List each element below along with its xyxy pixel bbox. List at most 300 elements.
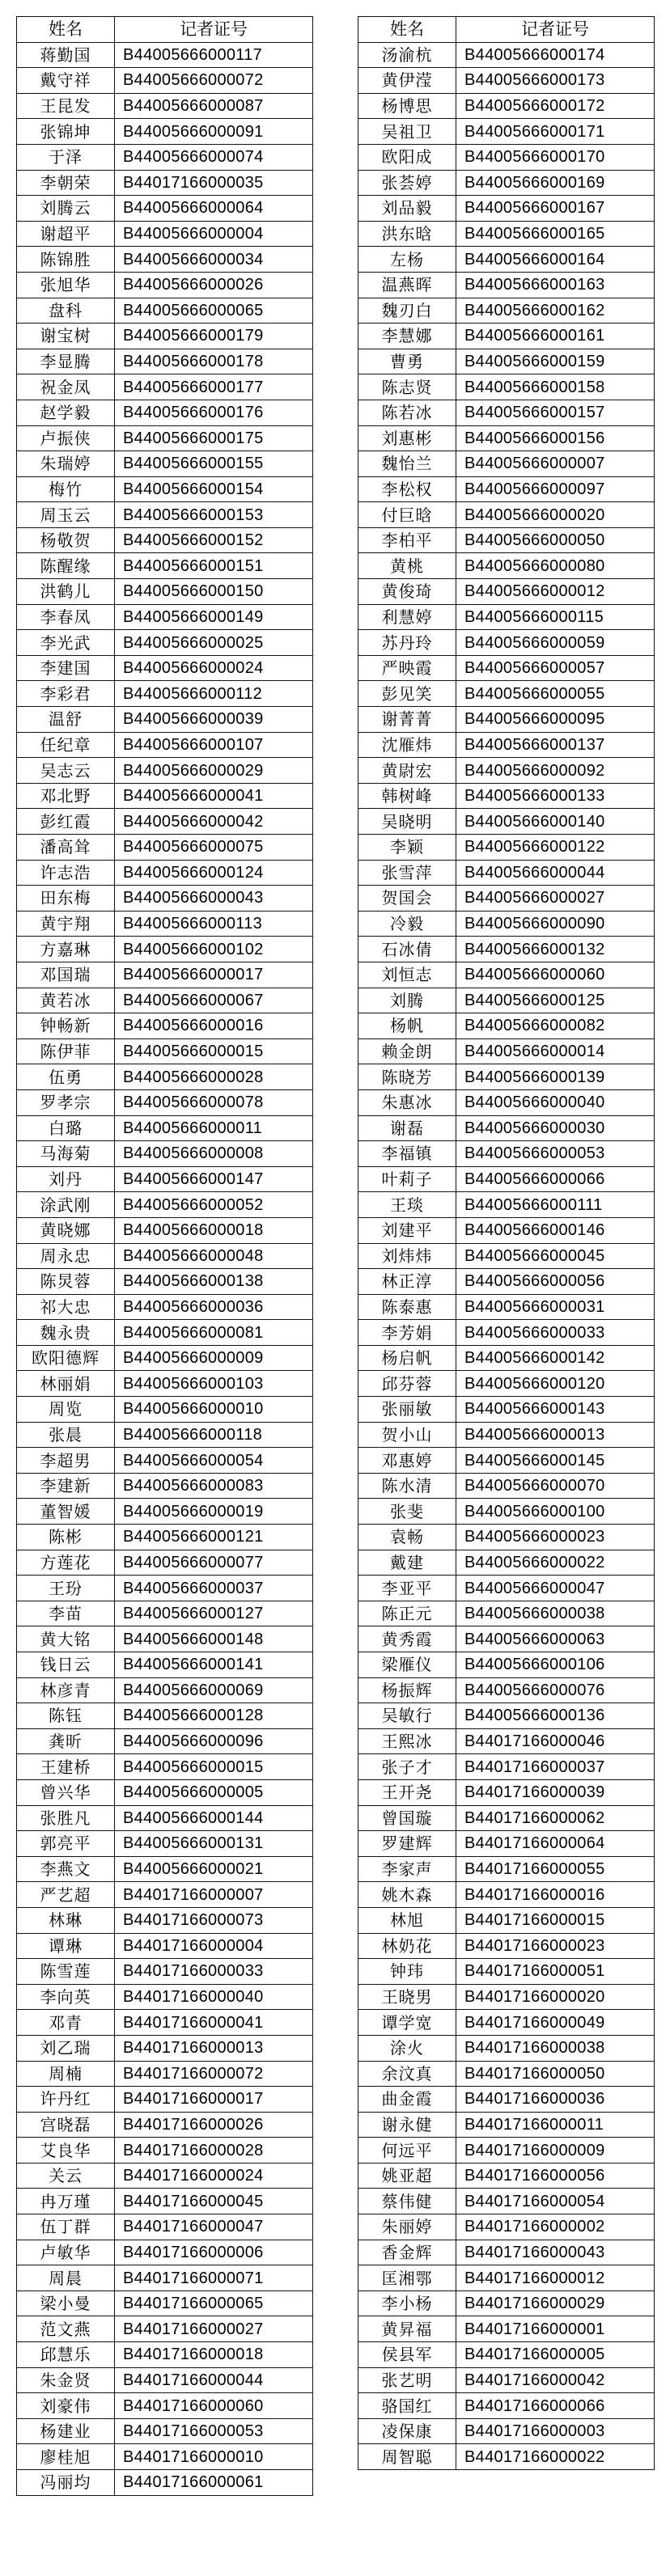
journalist-name: 张子才 (358, 1754, 456, 1780)
table-row (358, 962, 655, 988)
table-row (17, 196, 313, 222)
press-card-number: B44005666000065 (115, 298, 313, 324)
table-row (358, 1677, 655, 1703)
press-card-number: B44017166000065 (115, 2290, 313, 2316)
press-card-number: B44005666000018 (115, 1217, 313, 1243)
journalist-name: 罗建辉 (358, 1831, 456, 1857)
table-row (358, 1473, 655, 1499)
journalist-name: 魏刃白 (358, 298, 456, 324)
journalist-name: 邓惠婷 (358, 1448, 456, 1474)
table-row (17, 170, 313, 196)
press-card-number: B44005666000077 (115, 1550, 313, 1576)
table-row (17, 1907, 313, 1933)
journalist-name: 李建新 (17, 1473, 115, 1499)
press-card-number: B44005666000154 (115, 476, 313, 502)
journalist-name: 刘建平 (358, 1217, 456, 1243)
table-row (17, 1728, 313, 1754)
table-row (358, 502, 655, 528)
press-card-number: B44017166000047 (115, 2214, 313, 2240)
table-header-row (358, 17, 655, 43)
journalist-name: 祁大忠 (17, 1294, 115, 1320)
press-card-number: B44005666000037 (115, 1576, 313, 1601)
journalist-name: 李建国 (17, 655, 115, 681)
press-card-number: B44017166000002 (456, 2214, 655, 2240)
press-card-number: B44017166000017 (115, 2087, 313, 2113)
press-card-number: B44005666000139 (456, 1064, 655, 1090)
table-row (358, 1397, 655, 1423)
table-row (358, 860, 655, 886)
journalist-name: 涂火 (358, 2035, 456, 2061)
table-row (358, 681, 655, 707)
table-row (358, 1166, 655, 1192)
press-card-number: B44017166000009 (456, 2138, 655, 2164)
press-card-number: B44005666000041 (115, 783, 313, 809)
press-card-number: B44017166000036 (456, 2087, 655, 2113)
journalist-name: 朱瑞婷 (17, 451, 115, 477)
journalist-name: 洪东晗 (358, 221, 456, 247)
journalist-name: 邱慧乐 (17, 2342, 115, 2368)
press-card-number: B44005666000070 (456, 1473, 655, 1499)
journalist-name: 韩树峰 (358, 783, 456, 809)
press-card-column-header: 记者证号 (456, 17, 655, 43)
table-row (358, 119, 655, 145)
press-card-number: B44017166000035 (115, 170, 313, 196)
journalist-name: 吴敏行 (358, 1703, 456, 1729)
press-card-number: B44005666000132 (456, 937, 655, 962)
press-card-number: B44017166000049 (456, 2010, 655, 2036)
journalist-name: 赵学毅 (17, 400, 115, 425)
press-card-number: B44017166000038 (456, 2035, 655, 2061)
journalist-name: 李超男 (17, 1448, 115, 1474)
journalist-name: 祝金凤 (17, 374, 115, 400)
journalist-name: 谢宝树 (17, 324, 115, 349)
table-row (17, 1831, 313, 1857)
press-card-number: B44005666000015 (115, 1754, 313, 1780)
journalist-name: 陈醒缘 (17, 553, 115, 579)
press-card-number: B44005666000102 (115, 937, 313, 962)
table-row (17, 2418, 313, 2444)
journalist-name: 利慧婷 (358, 604, 456, 630)
journalist-name: 董智媛 (17, 1499, 115, 1525)
press-card-number: B44005666000174 (456, 42, 655, 68)
journalist-name: 陈彬 (17, 1525, 115, 1550)
journalist-name: 刘腾云 (17, 196, 115, 222)
press-card-number: B44005666000117 (115, 42, 313, 68)
table-row (358, 655, 655, 681)
table-row (358, 2418, 655, 2444)
journalist-name: 朱金贤 (17, 2367, 115, 2393)
journalist-name: 盘科 (17, 298, 115, 324)
journalist-name: 范文燕 (17, 2316, 115, 2342)
table-row (358, 707, 655, 733)
table-row (358, 2393, 655, 2419)
press-card-number: B44005666000167 (456, 196, 655, 222)
table-row (17, 1550, 313, 1576)
press-card-number: B44017166000071 (115, 2265, 313, 2291)
press-card-number: B44005666000033 (456, 1320, 655, 1346)
press-card-number: B44005666000063 (456, 1626, 655, 1652)
press-card-number: B44017166000039 (456, 1779, 655, 1805)
journalist-name: 王建桥 (17, 1754, 115, 1780)
table-row (358, 2316, 655, 2342)
press-card-number: B44017166000020 (456, 1984, 655, 2010)
table-row (17, 1243, 313, 1269)
journalist-name: 贺国会 (358, 886, 456, 912)
press-card-number: B44017166000045 (115, 2189, 313, 2214)
table-row (17, 272, 313, 298)
press-card-number: B44005666000175 (115, 425, 313, 451)
press-card-number: B44005666000048 (115, 1243, 313, 1269)
table-row (358, 42, 655, 68)
journalist-name: 骆国红 (358, 2393, 456, 2419)
journalist-name: 林琳 (17, 1907, 115, 1933)
table-row (17, 937, 313, 962)
table-row (358, 1192, 655, 1218)
journalist-name: 伍丁群 (17, 2214, 115, 2240)
journalist-name: 钟玮 (358, 1959, 456, 1985)
table-row (17, 2240, 313, 2265)
press-card-number: B44017166000029 (456, 2290, 655, 2316)
journalist-name: 周永忠 (17, 1243, 115, 1269)
press-card-number: B44017166000055 (456, 1856, 655, 1882)
journalist-name: 叶莉子 (358, 1166, 456, 1192)
press-card-number: B44017166000060 (115, 2393, 313, 2419)
press-card-number: B44017166000056 (456, 2163, 655, 2189)
press-card-number: B44005666000059 (456, 630, 655, 656)
table-row (358, 758, 655, 784)
table-row (358, 579, 655, 605)
table-row (358, 2342, 655, 2368)
press-card-number: B44005666000176 (115, 400, 313, 425)
press-card-number: B44005666000100 (456, 1499, 655, 1525)
press-card-number: B44005666000155 (115, 451, 313, 477)
press-card-number: B44005666000043 (115, 886, 313, 912)
press-card-number: B44005666000083 (115, 1473, 313, 1499)
table-row (358, 1499, 655, 1525)
press-card-number: B44017166000013 (115, 2035, 313, 2061)
table-row (358, 1243, 655, 1269)
journalist-name: 张晨 (17, 1422, 115, 1448)
journalist-name: 黄若冰 (17, 988, 115, 1013)
table-row (358, 1805, 655, 1831)
name-column-header: 姓名 (358, 17, 456, 43)
journalist-name: 张斐 (358, 1499, 456, 1525)
journalist-name: 杨敬贺 (17, 527, 115, 553)
journalist-name: 黄尉宏 (358, 758, 456, 784)
journalist-name: 李燕文 (17, 1856, 115, 1882)
journalist-name: 陈正元 (358, 1601, 456, 1626)
table-row (17, 1397, 313, 1423)
table-row (358, 732, 655, 758)
journalist-name: 许丹红 (17, 2087, 115, 2113)
journalist-name: 刘腾 (358, 988, 456, 1013)
table-row (358, 2035, 655, 2061)
journalist-name: 张旭华 (17, 272, 115, 298)
table-row (17, 1345, 313, 1371)
press-card-number: B44005666000173 (456, 68, 655, 94)
journalist-name: 黄晓娜 (17, 1217, 115, 1243)
press-card-number: B44017166000042 (456, 2367, 655, 2393)
press-card-number: B44005666000177 (115, 374, 313, 400)
press-card-number: B44005666000106 (456, 1652, 655, 1678)
press-card-number: B44005666000087 (115, 93, 313, 119)
table-row (17, 298, 313, 324)
press-card-number: B44005666000136 (456, 1703, 655, 1729)
journalist-name: 许志浩 (17, 860, 115, 886)
press-card-number: B44017166000072 (115, 2061, 313, 2087)
journalist-name: 张荟婷 (358, 170, 456, 196)
table-row (17, 2367, 313, 2393)
table-row (17, 809, 313, 835)
journalist-name: 李显腾 (17, 349, 115, 374)
table-row (358, 1115, 655, 1141)
table-row (358, 630, 655, 656)
table-row (358, 988, 655, 1013)
journalist-name: 朱丽婷 (358, 2214, 456, 2240)
journalist-name: 温燕晖 (358, 272, 456, 298)
journalist-name: 凌保康 (358, 2418, 456, 2444)
press-card-number: B44017166000006 (115, 2240, 313, 2265)
table-row (358, 2112, 655, 2138)
journalist-name: 曾国璇 (358, 1805, 456, 1831)
journalist-name: 李慧娜 (358, 324, 456, 349)
roster-table-left (16, 16, 313, 2496)
journalist-name: 周玉云 (17, 502, 115, 528)
table-row (358, 1856, 655, 1882)
journalist-name: 李光武 (17, 630, 115, 656)
press-card-number: B44005666000057 (456, 655, 655, 681)
journalist-name: 李苗 (17, 1601, 115, 1626)
press-card-number: B44017166000022 (456, 2444, 655, 2470)
journalist-name: 杨博思 (358, 93, 456, 119)
press-card-number: B44005666000045 (456, 1243, 655, 1269)
journalist-name: 朱惠冰 (358, 1089, 456, 1115)
table-row (17, 1703, 313, 1729)
journalist-name: 宫晓磊 (17, 2112, 115, 2138)
journalist-name: 袁畅 (358, 1525, 456, 1550)
journalist-name: 李颖 (358, 835, 456, 861)
press-card-number: B44017166000028 (115, 2138, 313, 2164)
table-row (358, 2087, 655, 2113)
press-card-number: B44005666000004 (115, 221, 313, 247)
journalist-name: 谢永健 (358, 2112, 456, 2138)
press-card-number: B44005666000133 (456, 783, 655, 809)
journalist-name: 余汶真 (358, 2061, 456, 2087)
journalist-name: 冯丽均 (17, 2470, 115, 2496)
press-card-number: B44005666000170 (456, 144, 655, 170)
table-row (17, 1422, 313, 1448)
journalist-name: 姚亚超 (358, 2163, 456, 2189)
table-row (17, 1856, 313, 1882)
press-card-number: B44017166000015 (456, 1907, 655, 1933)
journalist-name: 廖桂旭 (17, 2444, 115, 2470)
table-row (17, 962, 313, 988)
table-row (17, 1320, 313, 1346)
press-card-number: B44005666000140 (456, 809, 655, 835)
journalist-name: 李家声 (358, 1856, 456, 1882)
table-row (17, 374, 313, 400)
table-row (358, 1907, 655, 1933)
table-row (358, 937, 655, 962)
journalist-name: 王玢 (17, 1576, 115, 1601)
press-card-number: B44017166000011 (456, 2112, 655, 2138)
table-row (17, 1754, 313, 1780)
table-row (358, 476, 655, 502)
press-card-number: B44005666000078 (115, 1089, 313, 1115)
press-card-number: B44017166000003 (456, 2418, 655, 2444)
journalist-name: 刘豪伟 (17, 2393, 115, 2419)
press-card-number: B44017166000054 (456, 2189, 655, 2214)
table-row (17, 2444, 313, 2470)
table-row (358, 196, 655, 222)
table-row (17, 476, 313, 502)
press-card-number: B44005666000031 (456, 1294, 655, 1320)
press-card-number: B44005666000050 (456, 527, 655, 553)
journalist-name: 方莲花 (17, 1550, 115, 1576)
table-row (17, 93, 313, 119)
table-row (17, 2010, 313, 2036)
journalist-name: 周智聪 (358, 2444, 456, 2470)
table-row (358, 1448, 655, 1474)
table-row (17, 2189, 313, 2214)
press-card-number: B44005666000024 (115, 655, 313, 681)
journalist-name: 刘炜炜 (358, 1243, 456, 1269)
table-row (17, 1115, 313, 1141)
press-card-number: B44005666000137 (456, 732, 655, 758)
press-card-number: B44005666000080 (456, 553, 655, 579)
press-card-number: B44017166000001 (456, 2316, 655, 2342)
journalist-name: 陈若冰 (358, 400, 456, 425)
press-card-number: B44017166000061 (115, 2470, 313, 2496)
table-row (358, 425, 655, 451)
table-row (358, 1576, 655, 1601)
roster-body-right (358, 42, 655, 2469)
press-card-number: B44017166000040 (115, 1984, 313, 2010)
table-row (358, 2061, 655, 2087)
press-card-number: B44005666000025 (115, 630, 313, 656)
press-card-number: B44017166000066 (456, 2393, 655, 2419)
table-row (17, 1601, 313, 1626)
journalist-name: 曹勇 (358, 349, 456, 374)
press-card-number: B44005666000128 (115, 1703, 313, 1729)
journalist-name: 涂武刚 (17, 1192, 115, 1218)
table-row (358, 1269, 655, 1295)
press-card-number: B44005666000103 (115, 1371, 313, 1397)
table-row (17, 1448, 313, 1474)
press-card-number: B44005666000169 (456, 170, 655, 196)
table-row (17, 1038, 313, 1064)
table-row (17, 886, 313, 912)
table-row (358, 1038, 655, 1064)
journalist-name: 卢振侠 (17, 425, 115, 451)
press-card-number: B44005666000038 (456, 1601, 655, 1626)
journalist-name: 王晓男 (358, 1984, 456, 2010)
table-row (358, 1525, 655, 1550)
journalist-name: 黄伊滢 (358, 68, 456, 94)
press-card-number: B44005666000092 (456, 758, 655, 784)
table-row (17, 2061, 313, 2087)
press-card-number: B44017166000064 (456, 1831, 655, 1857)
press-card-number: B44005666000096 (115, 1728, 313, 1754)
journalist-name: 冉万瑾 (17, 2189, 115, 2214)
press-card-number: B44005666000113 (115, 911, 313, 937)
press-card-number: B44005666000151 (115, 553, 313, 579)
table-row (358, 604, 655, 630)
table-row (358, 1371, 655, 1397)
table-row (17, 2163, 313, 2189)
table-row (358, 374, 655, 400)
table-row (358, 2240, 655, 2265)
press-card-number: B44005666000147 (115, 1166, 313, 1192)
table-row (17, 553, 313, 579)
journalist-name: 林丽娟 (17, 1371, 115, 1397)
press-card-number: B44005666000020 (456, 502, 655, 528)
journalist-name: 黄宇翔 (17, 911, 115, 937)
journalist-name: 任纪章 (17, 732, 115, 758)
journalist-name: 邓国瑞 (17, 962, 115, 988)
journalist-name: 郭亮平 (17, 1831, 115, 1857)
table-row (358, 783, 655, 809)
table-row (358, 1933, 655, 1959)
journalist-name: 姚木森 (358, 1882, 456, 1908)
table-row (17, 144, 313, 170)
press-card-number: B44005666000091 (115, 119, 313, 145)
press-card-number: B44005666000112 (115, 681, 313, 707)
journalist-name: 赖金朗 (358, 1038, 456, 1064)
journalist-name: 李亚平 (358, 1576, 456, 1601)
journalist-name: 钱日云 (17, 1652, 115, 1678)
journalist-name: 杨振辉 (358, 1677, 456, 1703)
table-row (17, 42, 313, 68)
table-row (17, 1652, 313, 1678)
journalist-name: 蒋勤国 (17, 42, 115, 68)
press-card-number: B44017166000024 (115, 2163, 313, 2189)
journalist-name: 田东梅 (17, 886, 115, 912)
table-row (17, 247, 313, 273)
journalist-name: 周楠 (17, 2061, 115, 2087)
table-row (358, 1626, 655, 1652)
journalist-name: 冷毅 (358, 911, 456, 937)
table-row (358, 1882, 655, 1908)
table-row (358, 1064, 655, 1090)
table-row (358, 221, 655, 247)
journalist-name: 关云 (17, 2163, 115, 2189)
table-row (358, 1754, 655, 1780)
journalist-name: 刘丹 (17, 1166, 115, 1192)
table-row (358, 886, 655, 912)
table-row (17, 1959, 313, 1985)
press-card-number: B44005666000120 (456, 1371, 655, 1397)
press-card-number: B44005666000053 (456, 1141, 655, 1167)
press-card-number: B44005666000179 (115, 324, 313, 349)
name-column-header: 姓名 (17, 17, 115, 43)
journalist-name: 王熙冰 (358, 1728, 456, 1754)
press-card-number: B44005666000047 (456, 1576, 655, 1601)
journalist-name: 谭学宽 (358, 2010, 456, 2036)
table-row (358, 1984, 655, 2010)
journalist-name: 李芳娟 (358, 1320, 456, 1346)
table-row (17, 732, 313, 758)
journalist-name: 王琰 (358, 1192, 456, 1218)
journalist-name: 梅竹 (17, 476, 115, 502)
table-row (17, 835, 313, 861)
journalist-name: 彭见笑 (358, 681, 456, 707)
press-card-number: B44005666000023 (456, 1525, 655, 1550)
table-row (17, 2470, 313, 2496)
press-card-number: B44017166000051 (456, 1959, 655, 1985)
press-card-number: B44005666000034 (115, 247, 313, 273)
press-card-number: B44017166000033 (115, 1959, 313, 1985)
